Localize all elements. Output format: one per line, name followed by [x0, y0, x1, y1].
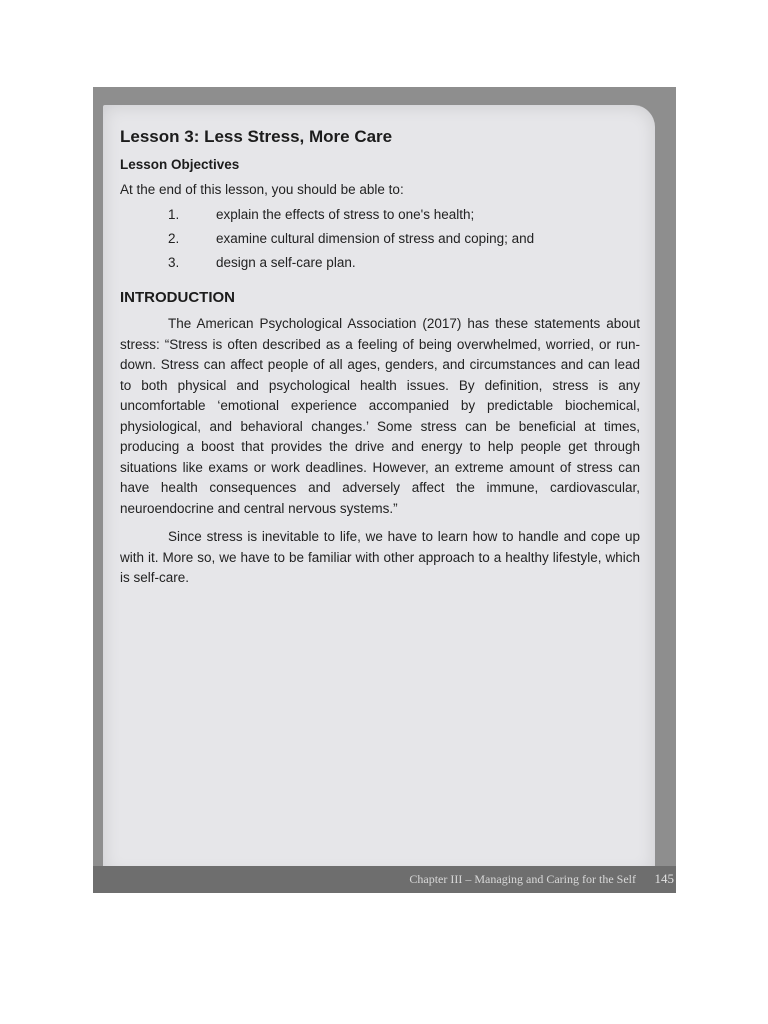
page-content — [120, 127, 640, 597]
list-item — [120, 251, 640, 275]
introduction-paragraph: Since stress is inevitable to life, we have to learn how to handle and cope up with it. More so, we have to be familiar with other approach to a healthy lifestyle, which is self-care. — [120, 529, 640, 585]
objective-number: 1. — [168, 207, 180, 222]
list-item — [120, 227, 640, 251]
objective-number: 3. — [168, 255, 180, 270]
page-footer — [93, 866, 676, 893]
objective-number: 2. — [168, 231, 180, 246]
lesson-title: Lesson 3: Less Stress, More Care — [120, 127, 393, 146]
objectives-heading: Lesson Objectives — [120, 157, 240, 172]
list-item — [120, 203, 640, 227]
objectives-list — [120, 203, 640, 275]
objective-text: explain the effects of stress to one's health; — [216, 207, 475, 222]
page-number: 145 — [654, 871, 674, 886]
chapter-footer-text: Chapter III – Managing and Caring for the Self — [409, 872, 636, 886]
introduction-paragraph: The American Psychological Association (2017) has these statements about stress: “Stress is often described as a feeling of being overwhelmed, worried, or run-down. Stress can affect people of all ages, genders, and circumstances and can lead to both physical and psychological health issues. By definition, stress is any uncomfortable ‘emotional experience accompanied by predictable biochemical, physiological, and behavioral changes.’ Some stress can be beneficial at times, producing a boost that provides the drive and energy to help people get through situations like exams or work deadlines. However, an extreme amount of stress can have health consequences and adversely affect the immune, cardiovascular, neuroendocrine and central nervous systems.” — [120, 316, 640, 516]
objective-text: design a self-care plan. — [216, 255, 356, 270]
objectives-intro: At the end of this lesson, you should be able to: — [120, 182, 404, 197]
introduction-heading: INTRODUCTION — [120, 289, 235, 306]
objective-text: examine cultural dimension of stress and coping; and — [216, 231, 535, 246]
